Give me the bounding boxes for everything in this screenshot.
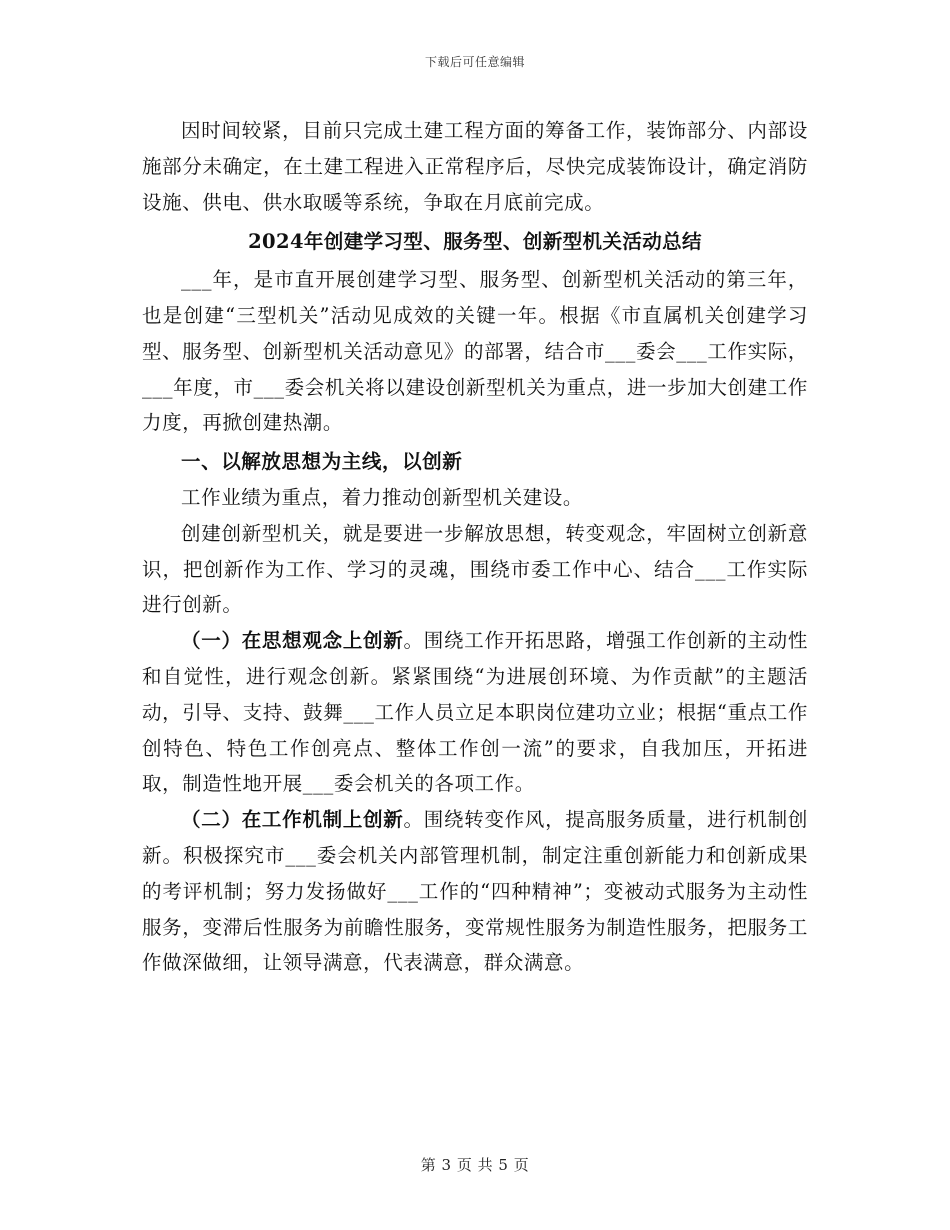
header-note: 下载后可任意编辑: [424, 55, 525, 69]
paragraph-1: ___年，是市直开展创建学习型、服务型、创新型机关活动的第三年，也是创建“三型机关”活动见成效的关键一年。根据《市直属机关创建学习型、服务型、创新型机关活动意见》的部署，结合市___委会___工作实际，___年度，市___委会机关将以建设创新型机关为重点，进一步加大创建工作力度，再掀创建热潮。: [142, 268, 808, 435]
item-2-paragraph: [142, 802, 808, 981]
item-1-lead: （一）在思想观念上创新: [181, 629, 404, 653]
document-title: 2024年创建学习型、服务型、创新型机关活动总结: [248, 230, 702, 254]
paragraph-2: 创建创新型机关，就是要进一步解放思想，转变观念，牢固树立创新意识，把创新作为工作、学习的灵魂，围绕市委工作中心、结合___工作实际进行创新。: [142, 521, 808, 617]
page-indicator: 第 3 页 共 5 页: [420, 1156, 530, 1174]
section-1-heading: 一、以解放思想为主线，以创新: [181, 450, 463, 474]
section-1-continuation: 工作业绩为重点，着力推动创新型机关建设。: [181, 485, 584, 509]
item-2-text: 。围绕转变作风，提高服务质量，进行机制创新。积极探究市___委会机关内部管理机制，制定注重创新能力和创新成果的考评机制；努力发扬做好___工作的“四种精神”；变被动式服务为主动性服务，变滞后性服务为前瞻性服务，变常规性服务为制造性服务，把服务工作做深做细，让领导满意，代表满意，群众满意。: [142, 808, 808, 975]
item-1-text: 。围绕工作开拓思路，增强工作创新的主动性和自觉性，进行观念创新。紧紧围绕“为进展创环境、为作贡献”的主题活动，引导、支持、鼓舞___工作人员立足本职岗位建功立业；根据“重点工作创特色、特色工作创亮点、整体工作创一流”的要求，自我加压，开拓进取，制造性地开展___委会机关的各项工作。: [142, 629, 808, 796]
item-2-lead: （二）在工作机制上创新: [181, 808, 404, 832]
item-1-paragraph: [142, 623, 808, 802]
intro-paragraph: 因时间较紧，目前只完成土建工程方面的筹备工作，装饰部分、内部设施部分未确定，在土建工程进入正常程序后，尽快完成装饰设计，确定消防设施、供电、供水取暖等系统，争取在月底前完成。: [142, 119, 808, 214]
document-body: [142, 113, 808, 981]
